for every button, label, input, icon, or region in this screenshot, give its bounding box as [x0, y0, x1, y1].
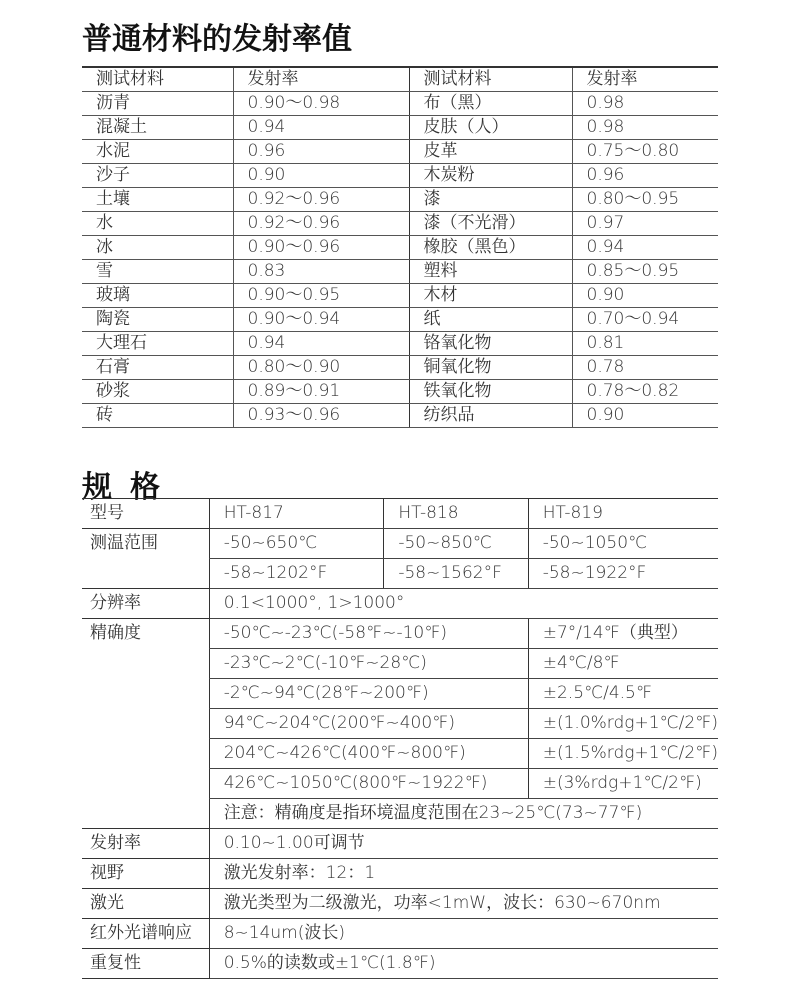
table-row: [82, 116, 718, 140]
material-name: 沙子: [82, 164, 233, 188]
ir-row: [82, 919, 718, 949]
model-819: HT-819: [528, 499, 718, 529]
emissivity-value: 0.78: [572, 356, 718, 380]
material-name: 玻璃: [82, 284, 233, 308]
fov-label: 视野: [82, 859, 209, 889]
emissivity-value: 0.90～0.98: [233, 92, 409, 116]
accuracy-range: -23℃~2℃(-10℉~28℃): [209, 649, 528, 679]
repeat-label: 重复性: [82, 949, 209, 979]
ir-label: 红外光谱响应: [82, 919, 209, 949]
material-name: 铬氧化物: [409, 332, 572, 356]
accuracy-value: ±(1.5%rdg+1℃/2℉): [528, 739, 718, 769]
accuracy-value: ±4℃/8℉: [528, 649, 718, 679]
emissivity-value: 0.94: [572, 236, 718, 260]
accuracy-range: -2℃~94℃(28℉~200℉): [209, 679, 528, 709]
material-name: 铜氧化物: [409, 356, 572, 380]
emissivity-value: 0.80～0.95: [572, 188, 718, 212]
material-name: 漆: [409, 188, 572, 212]
range-f-817: -58~1202°F: [209, 559, 384, 589]
range-c-817: -50~650℃: [209, 529, 384, 559]
emissivity-value: 0.98: [572, 116, 718, 140]
resolution-value: 0.1<1000°, 1>1000°: [209, 589, 718, 619]
accuracy-value: ±7°/14℉（典型）: [528, 619, 718, 649]
accuracy-range: 426℃~1050℃(800℉~1922℉): [209, 769, 528, 799]
accuracy-note: 注意：精确度是指环境温度范围在23~25℃(73~77℉): [209, 799, 718, 829]
column-header: 发射率: [233, 67, 409, 92]
resolution-label: 分辨率: [82, 589, 209, 619]
material-name: 皮革: [409, 140, 572, 164]
column-header: 测试材料: [409, 67, 572, 92]
emissivity-value: 0.94: [233, 116, 409, 140]
accuracy-label: 精确度: [82, 619, 209, 829]
table-row: [82, 308, 718, 332]
emissivity-value: 0.96: [233, 140, 409, 164]
material-name: 冰: [82, 236, 233, 260]
emissivity-value: 0.90: [572, 284, 718, 308]
range-f-818: -58~1562°F: [384, 559, 528, 589]
accuracy-range: 94℃~204℃(200℉~400℉): [209, 709, 528, 739]
emissivity-label: 发射率: [82, 829, 209, 859]
material-name: 石膏: [82, 356, 233, 380]
material-name: 铁氧化物: [409, 380, 572, 404]
emissivity-row: [82, 829, 718, 859]
emissivity-value: 0.90～0.96: [233, 236, 409, 260]
accuracy-value: ±2.5℃/4.5℉: [528, 679, 718, 709]
table-row: [82, 92, 718, 116]
emissivity-value: 0.10~1.00可调节: [209, 829, 718, 859]
material-name: 布（黑）: [409, 92, 572, 116]
material-name: 木材: [409, 284, 572, 308]
emissivity-value: 0.89～0.91: [233, 380, 409, 404]
range-c-818: -50~850℃: [384, 529, 528, 559]
material-name: 砂浆: [82, 380, 233, 404]
material-name: 纺织品: [409, 404, 572, 428]
emissivity-value: 0.78～0.82: [572, 380, 718, 404]
resolution-row: [82, 589, 718, 619]
emissivity-value: 0.98: [572, 92, 718, 116]
emissivity-value: 0.96: [572, 164, 718, 188]
material-name: 纸: [409, 308, 572, 332]
material-name: 水: [82, 212, 233, 236]
emissivity-value: 0.75～0.80: [572, 140, 718, 164]
specs-table: [82, 498, 718, 979]
model-817: HT-817: [209, 499, 384, 529]
column-header: 测试材料: [82, 67, 233, 92]
material-name: 橡胶（黑色）: [409, 236, 572, 260]
range-c-819: -50~1050℃: [528, 529, 718, 559]
material-name: 砖: [82, 404, 233, 428]
material-name: 沥青: [82, 92, 233, 116]
material-name: 漆（不光滑）: [409, 212, 572, 236]
header-row: [82, 67, 718, 92]
accuracy-value: ±(3%rdg+1℃/2℉): [528, 769, 718, 799]
material-name: 皮肤（人）: [409, 116, 572, 140]
material-name: 大理石: [82, 332, 233, 356]
repeat-value: 0.5%的读数或±1℃(1.8℉): [209, 949, 718, 979]
emissivity-value: 0.85～0.95: [572, 260, 718, 284]
emissivity-value: 0.90～0.95: [233, 284, 409, 308]
table-row: [82, 188, 718, 212]
range-f-819: -58~1922°F: [528, 559, 718, 589]
emissivity-value: 0.94: [233, 332, 409, 356]
accuracy-row: [82, 619, 718, 649]
table-row: [82, 332, 718, 356]
emissivity-value: 0.97: [572, 212, 718, 236]
table-row: [82, 260, 718, 284]
laser-row: [82, 889, 718, 919]
emissivity-title: 普通材料的发射率值: [82, 22, 352, 57]
table-row: [82, 140, 718, 164]
laser-label: 激光: [82, 889, 209, 919]
material-name: 混凝土: [82, 116, 233, 140]
fov-row: [82, 859, 718, 889]
table-row: [82, 236, 718, 260]
emissivity-value: 0.92～0.96: [233, 188, 409, 212]
table-row: [82, 212, 718, 236]
emissivity-value: 0.80～0.90: [233, 356, 409, 380]
range-row: [82, 529, 718, 559]
material-name: 塑料: [409, 260, 572, 284]
emissivity-table: [82, 66, 718, 428]
ir-value: 8~14um(波长): [209, 919, 718, 949]
emissivity-value: 0.93～0.96: [233, 404, 409, 428]
table-row: [82, 356, 718, 380]
specs-title: 规格: [82, 470, 178, 505]
material-name: 水泥: [82, 140, 233, 164]
emissivity-value: 0.90: [233, 164, 409, 188]
column-header: 发射率: [572, 67, 718, 92]
model-row: [82, 499, 718, 529]
model-label: 型号: [82, 499, 209, 529]
accuracy-value: ±(1.0%rdg+1℃/2℉): [528, 709, 718, 739]
emissivity-value: 0.90～0.94: [233, 308, 409, 332]
emissivity-value: 0.92～0.96: [233, 212, 409, 236]
repeat-row: [82, 949, 718, 979]
table-row: [82, 284, 718, 308]
table-row: [82, 380, 718, 404]
accuracy-range: 204℃~426℃(400℉~800℉): [209, 739, 528, 769]
model-818: HT-818: [384, 499, 528, 529]
emissivity-value: 0.90: [572, 404, 718, 428]
laser-value: 激光类型为二级激光，功率<1mW，波长：630~670nm: [209, 889, 718, 919]
emissivity-value: 0.81: [572, 332, 718, 356]
material-name: 雪: [82, 260, 233, 284]
fov-value: 激光发射率：12：1: [209, 859, 718, 889]
material-name: 土壤: [82, 188, 233, 212]
table-row: [82, 164, 718, 188]
emissivity-value: 0.83: [233, 260, 409, 284]
accuracy-range: -50℃~-23℃(-58℉~-10℉): [209, 619, 528, 649]
material-name: 陶瓷: [82, 308, 233, 332]
table-row: [82, 404, 718, 428]
range-label: 测温范围: [82, 529, 209, 589]
material-name: 木炭粉: [409, 164, 572, 188]
emissivity-value: 0.70～0.94: [572, 308, 718, 332]
